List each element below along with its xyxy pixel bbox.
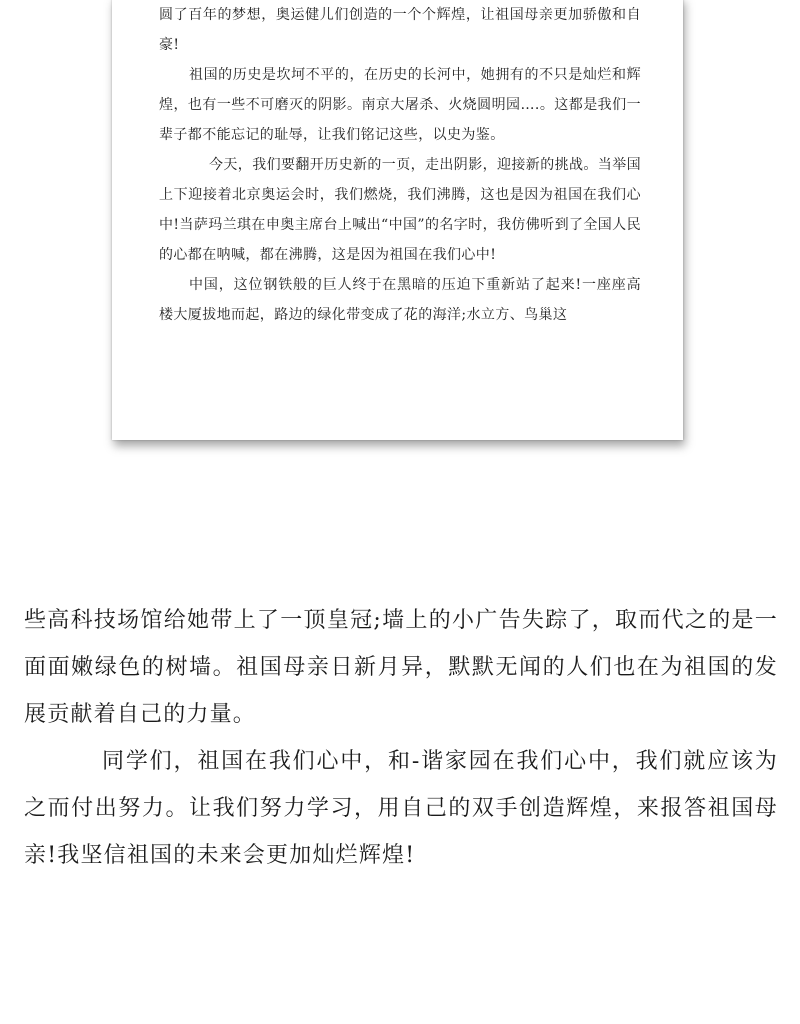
paragraph: 今天，我们要翻开历史新的一页，走出阴影，迎接新的挑战。当举国上下迎接着北京奥运会时，我们燃烧，我们沸腾，这也是因为祖国在我们心中!当萨玛兰琪在申奥主席台上喊出“中国”的名字时，我仿佛听到了全国人民的心都在呐喊，都在沸腾，这是因为祖国在我们心中!	[159, 157, 641, 263]
paragraph: 圆了百年的梦想，奥运健儿们创造的一个个辉煌，让祖国母亲更加骄傲和自豪!	[159, 7, 641, 53]
paragraph: 中国，这位钢铁般的巨人终于在黑暗的压迫下重新站了起来!一座座高楼大厦拔地而起，路边的绿化带变成了花的海洋;水立方、鸟巢这	[159, 277, 641, 323]
paragraph: 祖国的历史是坎坷不平的，在历史的长河中，她拥有的不只是灿烂和辉煌，也有一些不可磨灭的阴影。南京大屠杀、火烧圆明园….。这都是我们一辈子都不能忘记的耻辱，让我们铭记这些，以史为鉴。	[159, 67, 641, 143]
paragraph: 同学们，祖国在我们心中，和-谐家园在我们心中，我们就应该为之而付出努力。让我们努力学习，用自己的双手创造辉煌，来报答祖国母亲!我坚信祖国的未来会更加灿烂辉煌!	[24, 749, 778, 868]
page-text-block	[159, 0, 641, 330]
paragraph: 些高科技场馆给她带上了一顶皇冠;墙上的小广告失踪了，取而代之的是一面面嫩绿色的树墙。祖国母亲日新月异，默默无闻的人们也在为祖国的发展贡献着自己的力量。	[24, 608, 778, 727]
document-page-preview	[112, 0, 683, 440]
body-text	[24, 597, 778, 879]
